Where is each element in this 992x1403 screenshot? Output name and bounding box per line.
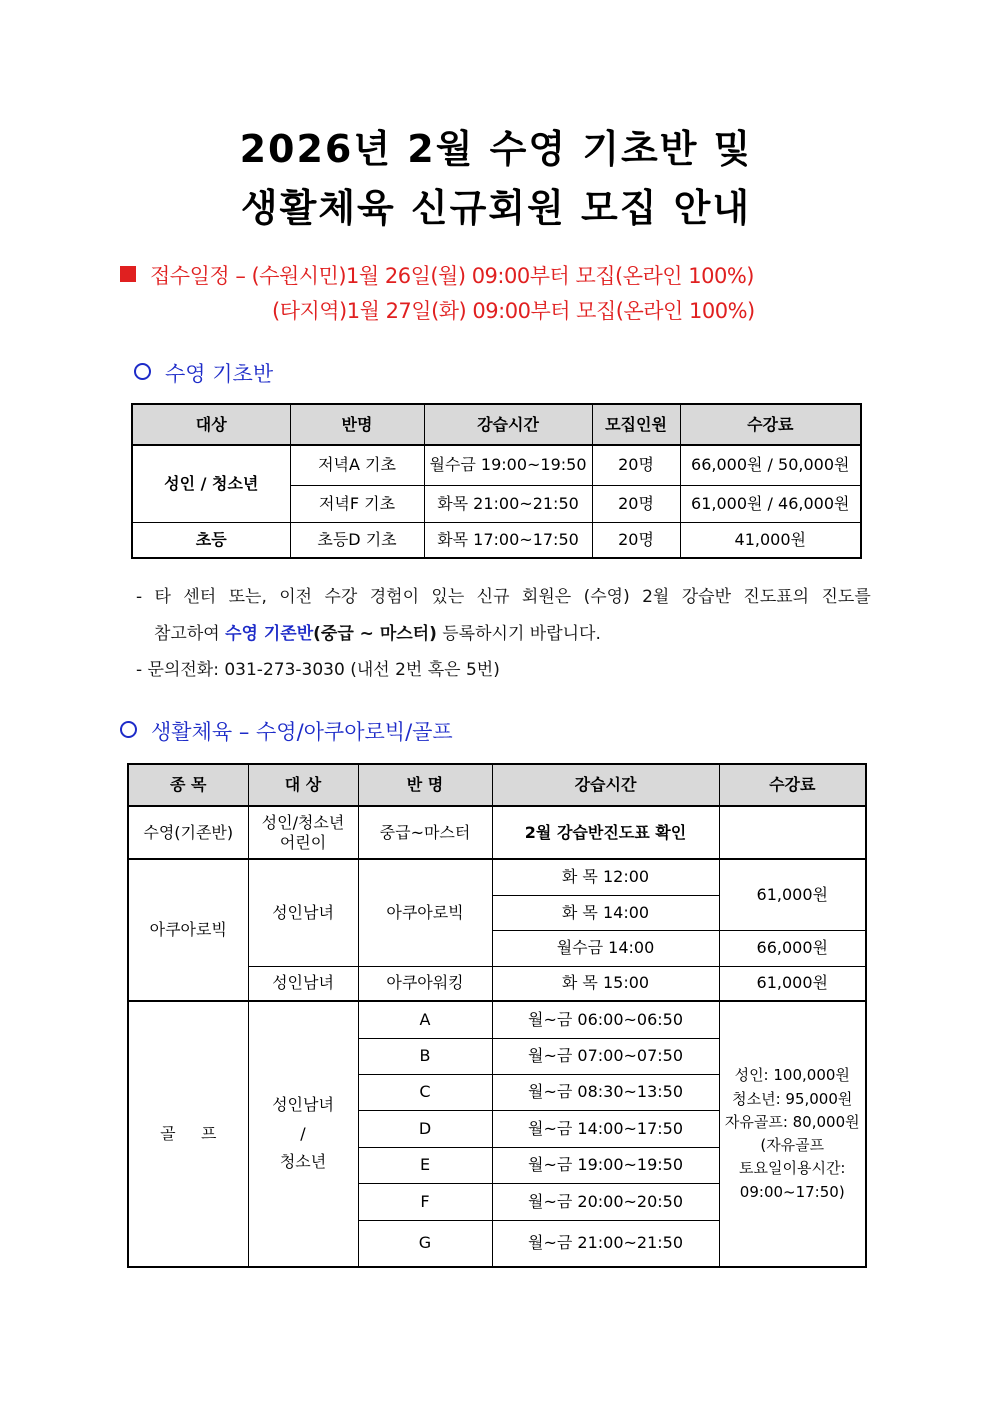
cell-fee: 61,000원 — [719, 966, 866, 1001]
cell-time: 화 목 14:00 — [492, 895, 719, 930]
cell-count: 20명 — [592, 445, 680, 485]
cell-time: 월~금 07:00~07:50 — [492, 1038, 719, 1074]
cell-class: A — [358, 1001, 492, 1038]
cell-fee: 61,000원 / 46,000원 — [680, 485, 861, 522]
cell-class: E — [358, 1147, 492, 1183]
header-time: 강습시간 — [424, 404, 592, 445]
cell-class: C — [358, 1074, 492, 1110]
header-class: 반 명 — [358, 764, 492, 806]
section-heading-community-sports — [120, 716, 453, 746]
cell-time: 월~금 21:00~21:50 — [492, 1220, 719, 1267]
cell-target: 초등 — [132, 522, 290, 558]
cell-target: 성인 / 청소년 — [132, 445, 290, 522]
cell-target: 성인남녀 — [248, 966, 358, 1001]
header-count: 모집인원 — [592, 404, 680, 445]
cell-sport: 수영(기존반) — [128, 806, 248, 859]
cell-target: 성인/청소년 어린이 — [248, 806, 358, 859]
note-contact: - 문의전화: 031-273-3030 (내선 2번 혹은 5번) — [136, 660, 500, 680]
swim-basic-table — [131, 403, 862, 559]
cell-time: 월수금 14:00 — [492, 930, 719, 966]
table-row — [128, 1001, 866, 1038]
section2-title: 생활체육 – 수영/아쿠아로빅/골프 — [151, 720, 453, 744]
cell-fee: 성인: 100,000원 청소년: 95,000원 자유골프: 80,000원 (자유골프 토요일이용시간: 09:00~17:50) — [719, 1001, 866, 1267]
cell-fee: 41,000원 — [680, 522, 861, 558]
note2-post: 등록하시기 바랍니다. — [436, 624, 601, 644]
note2-bold: (중급 ~ 마스터) — [313, 624, 437, 644]
table-row — [128, 806, 866, 859]
cell-time: 화 목 15:00 — [492, 966, 719, 1001]
note2-blue: 수영 기존반 — [225, 624, 314, 644]
table-header-row — [132, 404, 861, 445]
cell-class: 저녁F 기초 — [290, 485, 424, 522]
cell-time: 화 목 12:00 — [492, 859, 719, 895]
cell-time: 월~금 19:00~19:50 — [492, 1147, 719, 1183]
schedule-line1 — [120, 260, 754, 290]
note-line2 — [154, 619, 601, 644]
cell-sport: 아쿠아로빅 — [128, 859, 248, 1001]
community-sports-table — [127, 763, 867, 1268]
cell-class: D — [358, 1110, 492, 1147]
cell-class: 초등D 기초 — [290, 522, 424, 558]
header-fee: 수강료 — [719, 764, 866, 806]
cell-time: 월~금 20:00~20:50 — [492, 1183, 719, 1220]
cell-class: F — [358, 1183, 492, 1220]
cell-class: 중급~마스터 — [358, 806, 492, 859]
cell-class: 아쿠아워킹 — [358, 966, 492, 1001]
cell-class: 아쿠아로빅 — [358, 859, 492, 966]
section1-title: 수영 기초반 — [165, 362, 274, 386]
note-line1: - 타 센터 또는, 이전 수강 경험이 있는 신규 회원은 (수영) 2월 강습반 진도표의 진도를 — [136, 587, 871, 607]
cell-fee — [719, 806, 866, 859]
cell-target: 성인남녀 — [248, 859, 358, 966]
cell-time: 월수금 19:00~19:50 — [424, 445, 592, 485]
circle-bullet-icon — [134, 363, 151, 380]
cell-class: B — [358, 1038, 492, 1074]
cell-fee: 66,000원 — [719, 930, 866, 966]
table-row — [132, 445, 861, 485]
header-time: 강습시간 — [492, 764, 719, 806]
schedule-line2: (타지역)1월 27일(화) 09:00부터 모집(온라인 100%) — [272, 299, 755, 323]
table-row — [128, 859, 866, 895]
cell-time: 월~금 06:00~06:50 — [492, 1001, 719, 1038]
cell-class: 저녁A 기초 — [290, 445, 424, 485]
cell-time: 화목 17:00~17:50 — [424, 522, 592, 558]
page-title-line1: 2026년 2월 수영 기초반 및 — [239, 127, 753, 171]
header-class: 반명 — [290, 404, 424, 445]
header-target: 대 상 — [248, 764, 358, 806]
section-heading-swim-basic — [134, 358, 273, 388]
cell-count: 20명 — [592, 485, 680, 522]
page-title-line2: 생활체육 신규회원 모집 안내 — [240, 186, 752, 230]
cell-time: 2월 강습반진도표 확인 — [492, 806, 719, 859]
red-square-bullet-icon — [120, 266, 136, 282]
cell-fee: 66,000원 / 50,000원 — [680, 445, 861, 485]
circle-bullet-icon — [120, 721, 137, 738]
cell-fee: 61,000원 — [719, 859, 866, 930]
header-target: 대상 — [132, 404, 290, 445]
cell-time: 화목 21:00~21:50 — [424, 485, 592, 522]
cell-time: 월~금 08:30~13:50 — [492, 1074, 719, 1110]
table-row — [132, 522, 861, 558]
cell-target: 성인남녀 / 청소년 — [248, 1001, 358, 1267]
header-fee: 수강료 — [680, 404, 861, 445]
table-header-row — [128, 764, 866, 806]
schedule-text1: 접수일정 – (수원시민)1월 26일(월) 09:00부터 모집(온라인 100%) — [150, 264, 754, 288]
cell-sport: 골 프 — [128, 1001, 248, 1267]
cell-count: 20명 — [592, 522, 680, 558]
note2-pre: 참고하여 — [154, 624, 226, 644]
cell-time: 월~금 14:00~17:50 — [492, 1110, 719, 1147]
cell-class: G — [358, 1220, 492, 1267]
header-sport: 종 목 — [128, 764, 248, 806]
